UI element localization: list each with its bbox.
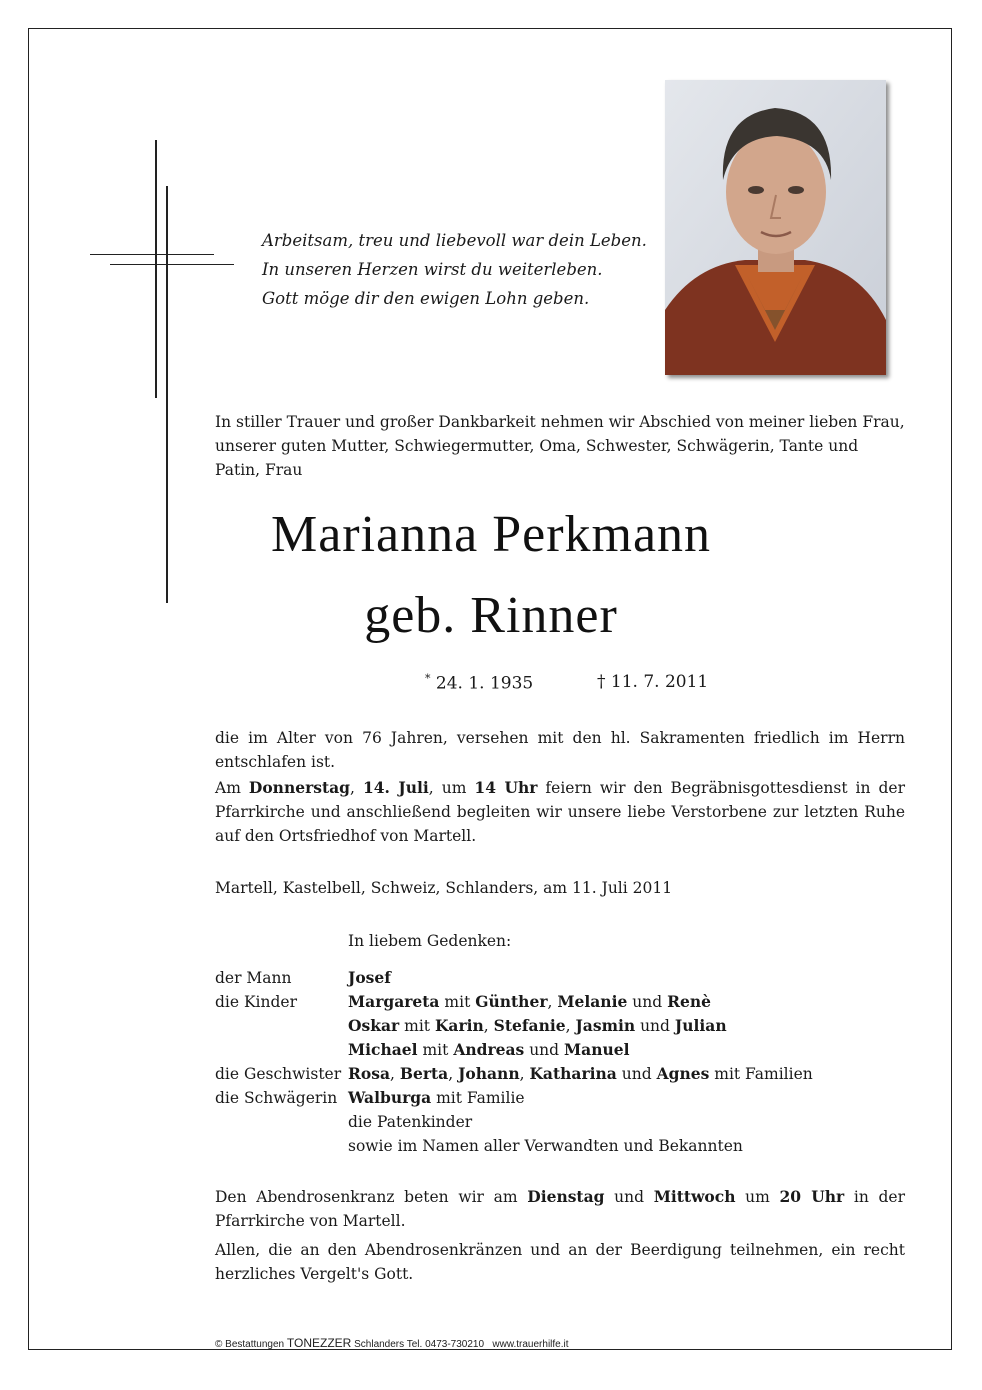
footer-credit: © Bestattungen TONEZZER Schlanders Tel. 0473-730210 www.trauerhilfe.it	[215, 1336, 569, 1350]
intro-text: In stiller Trauer und großer Dankbarkeit nehmen wir Abschied von meiner lieben Frau, unserer guten Mutter, Schwiegermutter, Oma, Schwester, Schwägerin, Tante und Patin, Frau	[215, 413, 905, 479]
portrait-photo	[665, 80, 886, 375]
motto	[262, 226, 647, 313]
footer-brand: TONEZZER	[286, 1336, 352, 1350]
mourner-row: die Schwägerin Walburga mit Familie	[215, 1088, 525, 1107]
footer-url[interactable]: www.trauerhilfe.it	[492, 1339, 569, 1350]
mourner-row: Michael mit Andreas und Manuel	[348, 1040, 630, 1059]
mourner-row: Oskar mit Karin, Stefanie, Jasmin und Julian	[348, 1016, 727, 1035]
maiden-name: geb. Rinner	[364, 587, 618, 644]
mourner-row: die Kinder Margareta mit Günther, Melanie und Renè	[215, 992, 711, 1011]
motto-line: Arbeitsam, treu und liebevoll war dein Leben.	[262, 231, 647, 250]
birth-date	[425, 672, 533, 694]
birth-symbol: *	[425, 672, 431, 685]
birth-date-value: 24. 1. 1935	[435, 673, 534, 694]
mourner-row: der Mann Josef	[215, 968, 391, 987]
paragraph-age: die im Alter von 76 Jahren, versehen mit den hl. Sakramenten friedlich im Herrn entschlafen ist.	[215, 729, 905, 771]
motto-line: In unseren Herzen wirst du weiterleben.	[262, 260, 603, 279]
memory-heading: In liebem Gedenken:	[348, 932, 512, 950]
mourner-row: sowie im Namen aller Verwandten und Bekannten	[348, 1137, 743, 1155]
paragraph-rosary: Den Abendrosenkranz beten wir am Dienstag und Mittwoch um 20 Uhr in der Pfarrkirche von Martell.	[215, 1187, 905, 1230]
mourner-row: die Patenkinder	[348, 1113, 473, 1131]
paragraph-thanks: Allen, die an den Abendrosenkränzen und an der Beerdigung teilnehmen, ein recht herzliches Vergelt's Gott.	[215, 1241, 905, 1283]
deceased-name: Marianna Perkmann	[270, 506, 712, 563]
motto-line: Gott möge dir den ewigen Lohn geben.	[262, 289, 590, 308]
paragraph-funeral: Am Donnerstag, 14. Juli, um 14 Uhr feiern wir den Begräbnisgottesdienst in der Pfarrkirche und anschließend begleiten wir unsere liebe Verstorbene zur letzten Ruhe auf den Ortsfriedhof von Martell.	[215, 778, 906, 845]
mourner-row: die Geschwister Rosa, Berta, Johann, Katharina und Agnes mit Familien	[215, 1064, 813, 1083]
death-date: † 11. 7. 2011	[597, 672, 709, 692]
place-date: Martell, Kastelbell, Schweiz, Schlanders, am 11. Juli 2011	[215, 879, 673, 897]
